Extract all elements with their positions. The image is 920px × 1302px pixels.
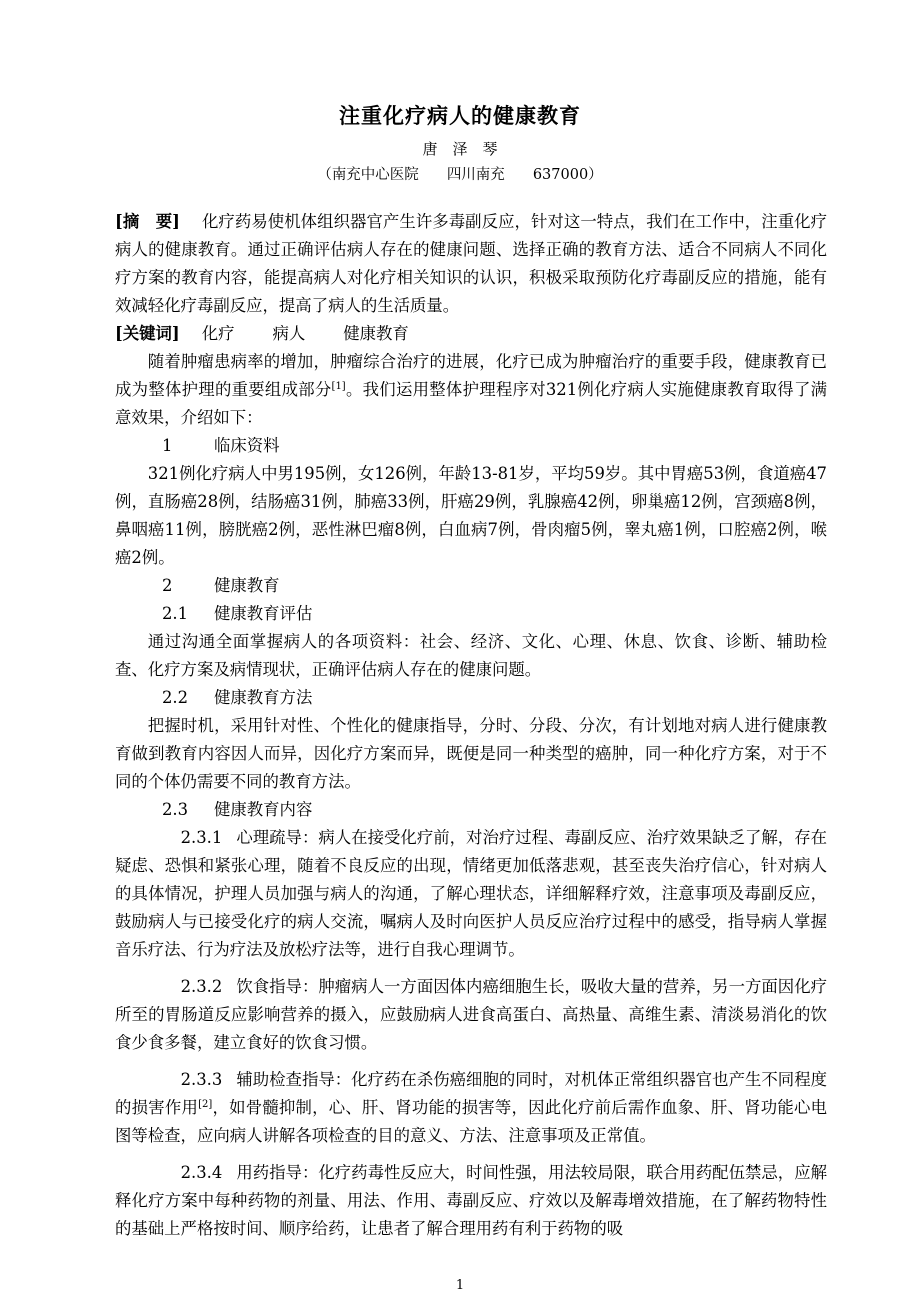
citation-ref: [2] (198, 1099, 213, 1110)
section-number: 2.1 (162, 604, 189, 623)
subsection-number: 2.3.2 (180, 977, 223, 996)
affiliation-hospital: 南充中心医院 (331, 167, 419, 183)
section-2-3-2 (115, 973, 827, 1057)
section-heading-1 (115, 432, 827, 460)
section-title: 临床资料 (214, 436, 280, 455)
keyword: 化疗 (201, 324, 235, 343)
section-title: 健康教育评估 (214, 604, 313, 623)
subsection-number: 2.3.1 (180, 828, 223, 847)
keywords (115, 320, 827, 348)
citation-ref: [1] (331, 381, 346, 392)
abstract-text: 化疗药易使机体组织器官产生许多毒副反应，针对这一特点，我们在工作中，注重化疗病人的健康教育。通过正确评估病人存在的健康问题、选择正确的教育方法、适合不同病人不同化疗方案的教育内容，能提高病人对化疗相关知识的认识，积极采取预防化疗毒副反应的措施，能有效减轻化疗毒副反应，提高了病人的生活质量。 (115, 212, 827, 315)
page-number: 1 (455, 1278, 465, 1293)
section-heading-2 (115, 572, 827, 600)
subsection-text: 心理疏导：病人在接受化疗前，对治疗过程、毒副反应、治疗效果缺乏了解，存在疑虑、恐惧和紧张心理，随着不良反应的出现，情绪更加低落悲观，甚至丧失治疗信心，针对病人的具体情况，护理人员加强与病人的沟通，了解心理状态，详细解释疗效，注意事项及毒副反应，鼓励病人与已接受化疗的病人交流，嘱病人及时向医护人员反应治疗过程中的感受，指导病人掌握音乐疗法、行为疗法及放松疗法等，进行自我心理调节。 (115, 828, 827, 959)
section-heading-2-1 (115, 600, 827, 628)
affiliation-open: （ (317, 167, 332, 183)
section-number: 1 (162, 436, 173, 455)
affiliation-place: 四川南充 (446, 167, 505, 183)
author-name: 唐 泽 琴 (422, 140, 498, 158)
subsection-text: 饮食指导：肿瘤病人一方面因体内癌细胞生长，吸收大量的营养，另一方面因化疗所至的胃肠道反应影响营养的摄入，应鼓励病人进食高蛋白、高热量、高维生素、清淡易消化的饮食少食多餐，建立食好的饮食习惯。 (115, 977, 827, 1052)
keywords-label: [关键词] (115, 324, 180, 343)
subsection-text-cont: ，如骨髓抑制，心、肝、肾功能的损害等，因此化疗前后需作血象、肝、肾功能心电图等检查，应向病人讲解各项检查的目的意义、方法、注意事项及正常值。 (115, 1098, 828, 1145)
section-2-3-3 (115, 1066, 827, 1150)
section-number: 2 (162, 576, 173, 595)
paper-title: 注重化疗病人的健康教育 (339, 103, 581, 128)
section-1-text: 321例化疗病人中男195例，女126例，年龄13-81岁，平均59岁。其中胃癌53例，食道癌47例，直肠癌28例，结肠癌31例，肺癌33例，肝癌29例，乳腺癌42例，卵巢癌12例，宫颈癌8例，鼻咽癌11例，膀胱癌2例，恶性淋巴瘤8例，白血病7例，骨肉瘤5例，睾丸癌1例，口腔癌2例，喉癌2例。 (115, 464, 827, 567)
affiliation-postcode: 637000 (532, 167, 589, 183)
section-title: 健康教育 (214, 576, 280, 595)
section-title: 健康教育内容 (214, 800, 313, 819)
section-number: 2.2 (162, 688, 189, 707)
section-heading-2-2 (115, 684, 827, 712)
section-heading-2-3 (115, 796, 827, 824)
section-2-3-1 (115, 824, 827, 964)
section-2-2-text: 把握时机，采用针对性、个性化的健康指导，分时、分段、分次，有计划地对病人进行健康教育做到教育内容因人而异，因化疗方案而异，既便是同一种类型的癌肿，同一种化疗方案，对于不同的个体仍需要不同的教育方法。 (115, 716, 827, 791)
paper-body (115, 208, 827, 1243)
section-title: 健康教育方法 (214, 688, 313, 707)
subsection-text: 用药指导：化疗药毒性反应大，时间性强，用法较局限，联合用药配伍禁忌，应解释化疗方案中每种药物的剂量、用法、作用、毒副反应、疗效以及解毒增效措施，在了解药物特性的基础上严格按时间、顺序给药，让患者了解合理用药有利于药物的吸 (115, 1163, 827, 1238)
section-number: 2.3 (162, 800, 189, 819)
affiliation-close: ） (588, 167, 603, 183)
section-2-1-text: 通过沟通全面掌握病人的各项资料：社会、经济、文化、心理、休息、饮食、诊断、辅助检查、化疗方案及病情现状，正确评估病人存在的健康问题。 (115, 632, 827, 679)
affiliation (0, 163, 920, 184)
subsection-number: 2.3.4 (180, 1163, 223, 1182)
intro-paragraph (115, 348, 827, 432)
intro-text-cont: 。我们运用整体护理程序对321例化疗病人实施健康教育取得了满意效果，介绍如下： (115, 380, 827, 427)
abstract (115, 208, 827, 320)
section-2-3-4 (115, 1159, 827, 1243)
keyword: 健康教育 (343, 324, 409, 343)
subsection-number: 2.3.3 (180, 1070, 223, 1089)
intro-text: 随着肿瘤患病率的增加，肿瘤综合治疗的进展，化疗已成为肿瘤治疗的重要手段，健康教育已成为整体护理的重要组成部分 (115, 352, 827, 399)
keyword: 病人 (272, 324, 306, 343)
abstract-label: [摘 要] (115, 212, 180, 231)
subsection-text: 辅助检查指导：化疗药在杀伤癌细胞的同时，对机体正常组织器官也产生不同程度的损害作用 (115, 1070, 827, 1117)
